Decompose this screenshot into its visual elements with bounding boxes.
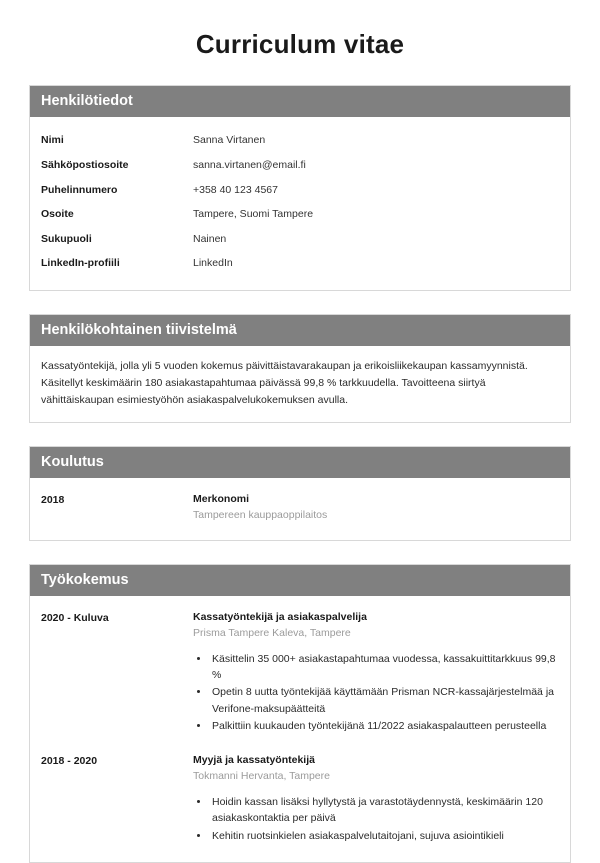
entry-bullet-list (193, 794, 559, 844)
entry-title: Myyjä ja kassatyöntekijä (193, 754, 315, 767)
section-header-personal-info: Henkilötiedot (30, 86, 570, 117)
info-value: Tampere, Suomi Tampere (193, 208, 314, 221)
info-value: Sanna Virtanen (193, 134, 266, 147)
education-entry (41, 490, 559, 527)
table-row (41, 153, 559, 178)
section-summary (29, 314, 571, 423)
info-label: Nimi (41, 134, 64, 147)
entry-title: Merkonomi (193, 492, 250, 505)
info-label: Sukupuoli (41, 232, 92, 245)
info-label: Osoite (41, 208, 74, 221)
list-item: • Käsittelin 35 000+ asiakastapahtumaa vuodessa, kassakuittitarkkuus 99,8 % (210, 651, 559, 684)
list-item: • Kehitin ruotsinkielen asiakaspalvelutaitojani, sujuva asiointikieli (210, 828, 559, 844)
entry-main (193, 753, 559, 845)
work-entry (41, 608, 559, 739)
info-label: Puhelinnumero (41, 183, 118, 196)
entry-date: 2018 (41, 493, 65, 506)
entry-organization: Tokmanni Hervanta, Tampere (193, 769, 330, 782)
entry-date: 2020 - Kuluva (41, 611, 109, 624)
entry-main (193, 610, 559, 735)
linkedin-profile-value[interactable]: LinkedIn (193, 257, 233, 270)
entry-bullet-list (193, 651, 559, 734)
section-personal-info (29, 85, 571, 291)
work-entry (41, 739, 559, 849)
section-header-work-experience: Työkokemus (30, 565, 570, 596)
entry-title: Kassatyöntekijä ja asiakaspalvelija (193, 610, 367, 623)
section-work-experience (29, 564, 571, 863)
personal-info-table (41, 129, 559, 277)
entry-date: 2018 - 2020 (41, 755, 98, 768)
section-body-education (30, 478, 570, 540)
table-row (41, 129, 559, 154)
section-header-education: Koulutus (30, 447, 570, 478)
table-row (41, 252, 559, 277)
list-item: • Hoidin kassan lisäksi hyllytystä ja varastotäydennystä, keskimäärin 120 asiakaskontaktia per päivä (210, 794, 559, 827)
info-label: LinkedIn-profiili (41, 257, 120, 270)
summary-text: Kassatyöntekijä, jolla yli 5 vuoden kokemus päivittäistavarakaupan ja erikoisliikekaupan kassamyynnistä. Käsitellyt keskimäärin 180 asiakastapahtumaa päivässä 99,8 % tarkkuudella. Tavoitteena siirtyä vähittäiskaupan esimiestyöhön asiakaspalvelukokemuksen avulla. (41, 359, 528, 406)
section-education (29, 446, 571, 541)
section-header-summary: Henkilökohtainen tiivistelmä (30, 315, 570, 346)
list-item: • Opetin 8 uutta työntekijää käyttämään Prisman NCR-kassajärjestelmää ja Verifone-maksupäätteitä (210, 684, 559, 717)
list-item: • Palkittiin kuukauden työntekijänä 11/2022 asiakaspalautteen perusteella (210, 718, 559, 734)
table-row (41, 178, 559, 203)
entry-main (193, 492, 559, 523)
page-title: Curriculum vitae (195, 29, 405, 59)
info-value: Nainen (193, 232, 227, 245)
info-value: +358 40 123 4567 (193, 183, 278, 196)
section-body-work-experience (30, 596, 570, 862)
info-label: Sähköpostiosoite (41, 158, 129, 171)
entry-organization: Prisma Tampere Kaleva, Tampere (193, 626, 351, 639)
section-body-summary (30, 346, 570, 422)
info-value: sanna.virtanen@email.fi (193, 158, 306, 171)
section-body-personal-info (30, 117, 570, 290)
entry-organization: Tampereen kauppaoppilaitos (193, 508, 328, 521)
table-row (41, 227, 559, 252)
table-row (41, 203, 559, 228)
